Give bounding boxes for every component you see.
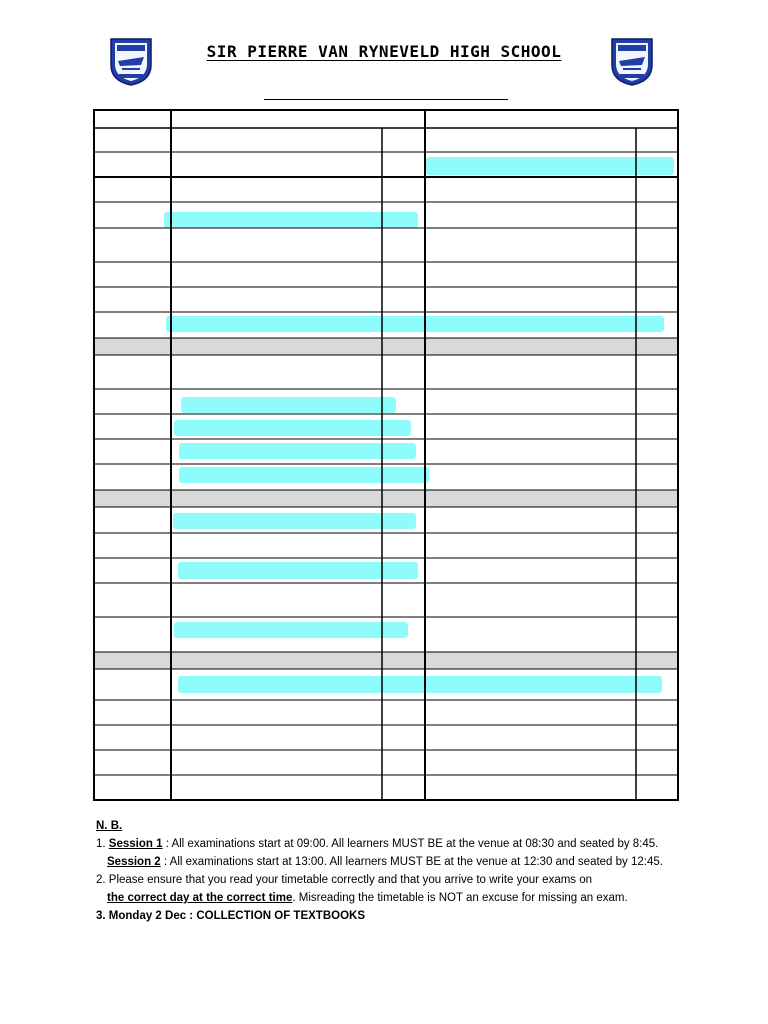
highlight-marks bbox=[164, 157, 674, 693]
section-dividers bbox=[94, 338, 678, 669]
highlight-mark bbox=[426, 157, 674, 175]
section-divider bbox=[94, 490, 678, 507]
highlight-mark bbox=[174, 420, 411, 436]
note-session-1: 1. Session 1 : All examinations start at 09:00. All learners MUST BE at the venue at 08:30 and seated by 8:45. bbox=[96, 838, 659, 850]
section-divider bbox=[94, 652, 678, 669]
notes-heading: N. B. bbox=[96, 820, 123, 832]
highlight-mark bbox=[173, 513, 416, 529]
highlight-mark bbox=[166, 316, 664, 332]
section-divider bbox=[94, 338, 678, 355]
highlight-mark bbox=[178, 676, 662, 693]
highlight-mark bbox=[181, 397, 396, 413]
note-read-timetable: 2. Please ensure that you read your timetable correctly and that you arrive to write your exams on bbox=[96, 874, 593, 886]
session-2-label: Session 2 bbox=[107, 856, 161, 868]
note-textbooks: 3. Monday 2 Dec : COLLECTION OF TEXTBOOKS bbox=[96, 910, 365, 922]
highlight-mark bbox=[174, 622, 408, 638]
highlight-mark bbox=[179, 467, 429, 483]
correct-day-emphasis: the correct day at the correct time bbox=[107, 892, 293, 904]
highlight-mark bbox=[164, 212, 418, 228]
notes-section bbox=[96, 817, 736, 925]
school-name: SIR PIERRE VAN RYNEVELD HIGH SCHOOL bbox=[206, 42, 562, 61]
note-session-2: Session 2 : All examinations start at 13:00. All learners MUST BE at the venue at 12:30 and seated by 12:45. bbox=[107, 856, 663, 868]
session-1-label: Session 1 bbox=[108, 838, 163, 850]
highlight-mark bbox=[179, 443, 416, 459]
note-correct-day: the correct day at the correct time. Misreading the timetable is NOT an excuse for missing an exam. bbox=[107, 892, 628, 904]
